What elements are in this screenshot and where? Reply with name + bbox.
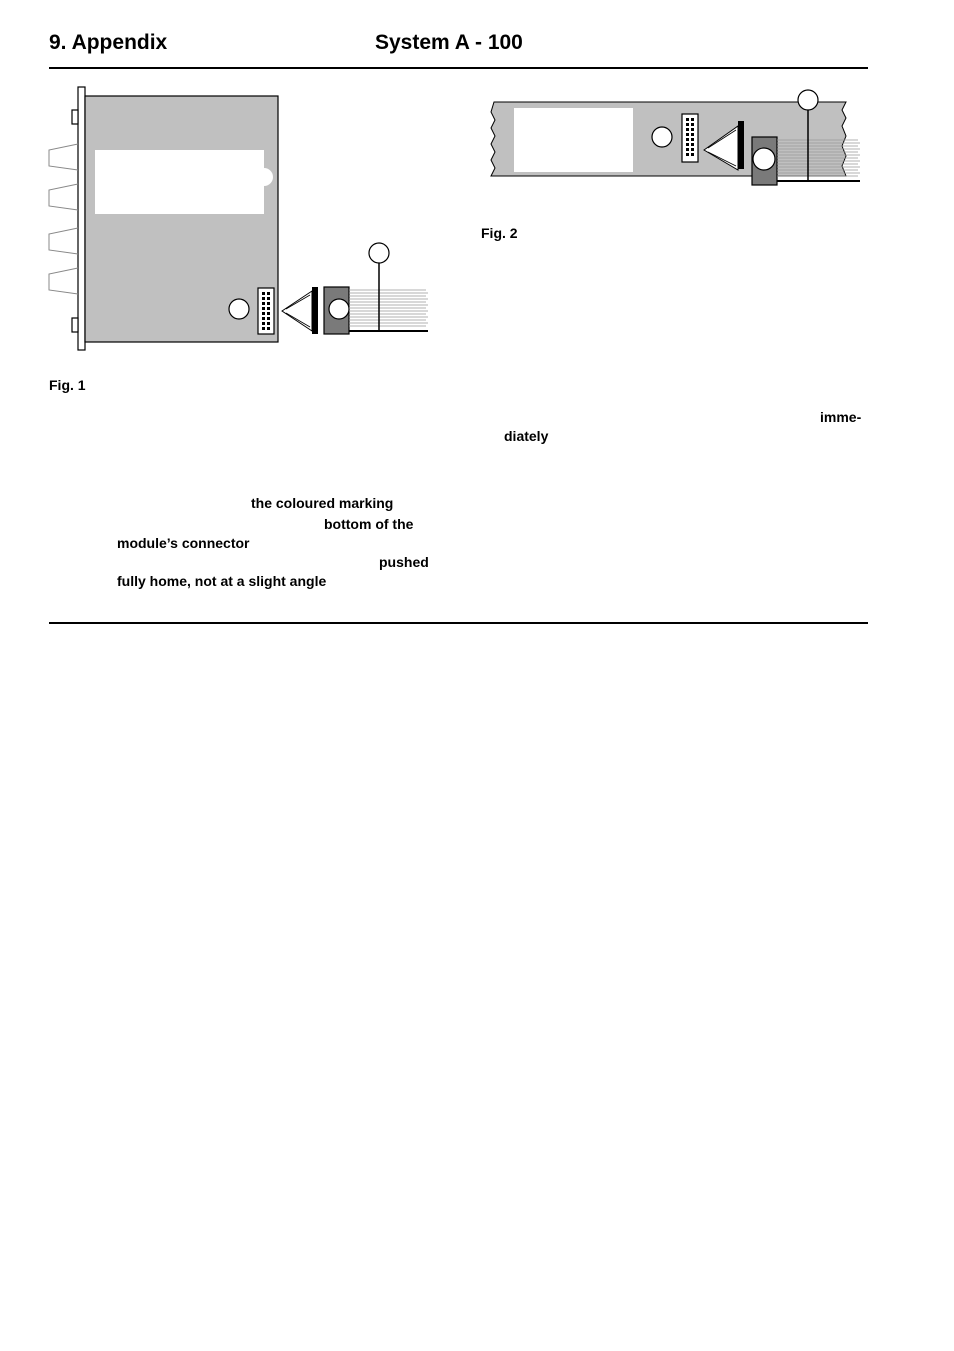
fig2-busboard-drawing — [0, 0, 954, 200]
fig2-caption: Fig. 2 — [481, 225, 518, 241]
text-coloured-marking: the coloured marking — [251, 495, 394, 511]
fig1-caption: Fig. 1 — [49, 377, 86, 393]
text-immediately-part2: diately — [504, 428, 549, 444]
text-modules-connector: module’s connector — [117, 535, 250, 551]
text-immediately-part1: imme- — [820, 409, 862, 425]
text-fully-home: fully home, not at a slight angle — [117, 573, 327, 589]
footer-rule — [49, 622, 868, 624]
text-pushed: pushed — [379, 554, 429, 570]
section-title: 9. Appendix — [49, 31, 168, 54]
text-bottom-of-the: bottom of the — [324, 516, 414, 532]
system-title: System A - 100 — [375, 31, 523, 54]
